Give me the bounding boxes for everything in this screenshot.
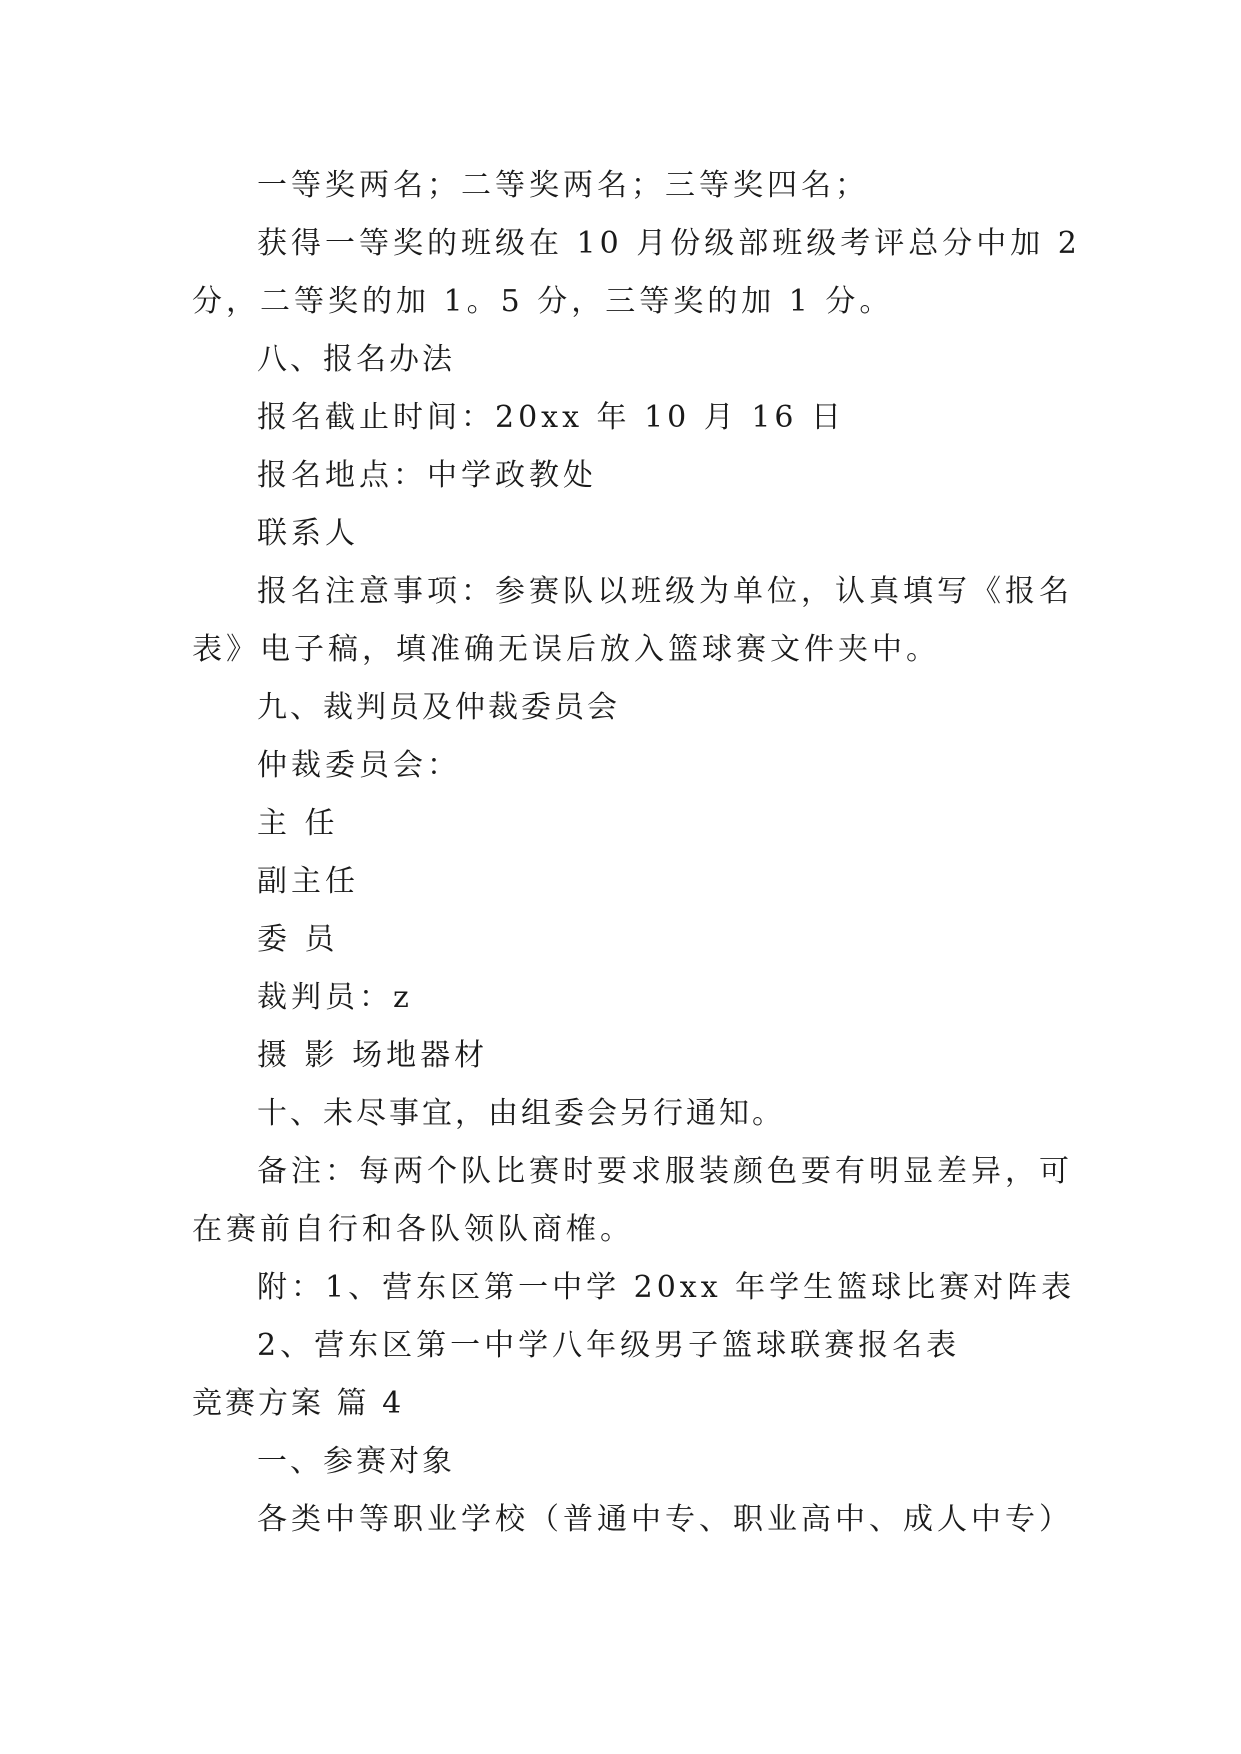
section-10-heading: 十、未尽事宜，由组委会另行通知。 bbox=[257, 1096, 785, 1131]
plan-4-title: 竞赛方案 篇 4 bbox=[192, 1386, 405, 1421]
attachment-2: 2、营东区第一中学八年级男子篮球联赛报名表 bbox=[257, 1328, 961, 1363]
award-points-line-1: 获得一等奖的班级在 10 月份级部班级考评总分中加 2 bbox=[257, 226, 1081, 261]
director-label: 主 任 bbox=[257, 806, 339, 841]
section-8-heading: 八、报名办法 bbox=[257, 342, 455, 377]
award-points-line-2: 分，二等奖的加 1。5 分，三等奖的加 1 分。 bbox=[192, 284, 894, 319]
section-9-heading: 九、裁判员及仲裁委员会 bbox=[257, 690, 620, 725]
awards-count-line: 一等奖两名；二等奖两名；三等奖四名； bbox=[257, 168, 869, 203]
participants-line: 各类中等职业学校（普通中专、职业高中、成人中专） bbox=[257, 1502, 1073, 1537]
attachment-1: 附：1、营东区第一中学 20xx 年学生篮球比赛对阵表 bbox=[257, 1270, 1076, 1305]
arbitration-committee-label: 仲裁委员会： bbox=[257, 748, 461, 783]
photography-venue-label: 摄 影 场地器材 bbox=[257, 1038, 489, 1073]
registration-location: 报名地点：中学政教处 bbox=[257, 458, 597, 493]
remark-line-2: 在赛前自行和各队领队商榷。 bbox=[192, 1212, 634, 1247]
registration-notes-line-2: 表》电子稿，填准确无误后放入篮球赛文件夹中。 bbox=[192, 632, 940, 667]
remark-line-1: 备注：每两个队比赛时要求服装颜色要有明显差异，可 bbox=[257, 1154, 1073, 1189]
contact-person: 联系人 bbox=[257, 516, 359, 551]
registration-deadline: 报名截止时间：20xx 年 10 月 16 日 bbox=[257, 400, 846, 435]
referee-label: 裁判员：z bbox=[257, 980, 413, 1015]
deputy-director-label: 副主任 bbox=[257, 864, 359, 899]
section-1-heading: 一、参赛对象 bbox=[257, 1444, 455, 1479]
member-label: 委 员 bbox=[257, 922, 339, 957]
registration-notes-line-1: 报名注意事项：参赛队以班级为单位，认真填写《报名 bbox=[257, 574, 1073, 609]
